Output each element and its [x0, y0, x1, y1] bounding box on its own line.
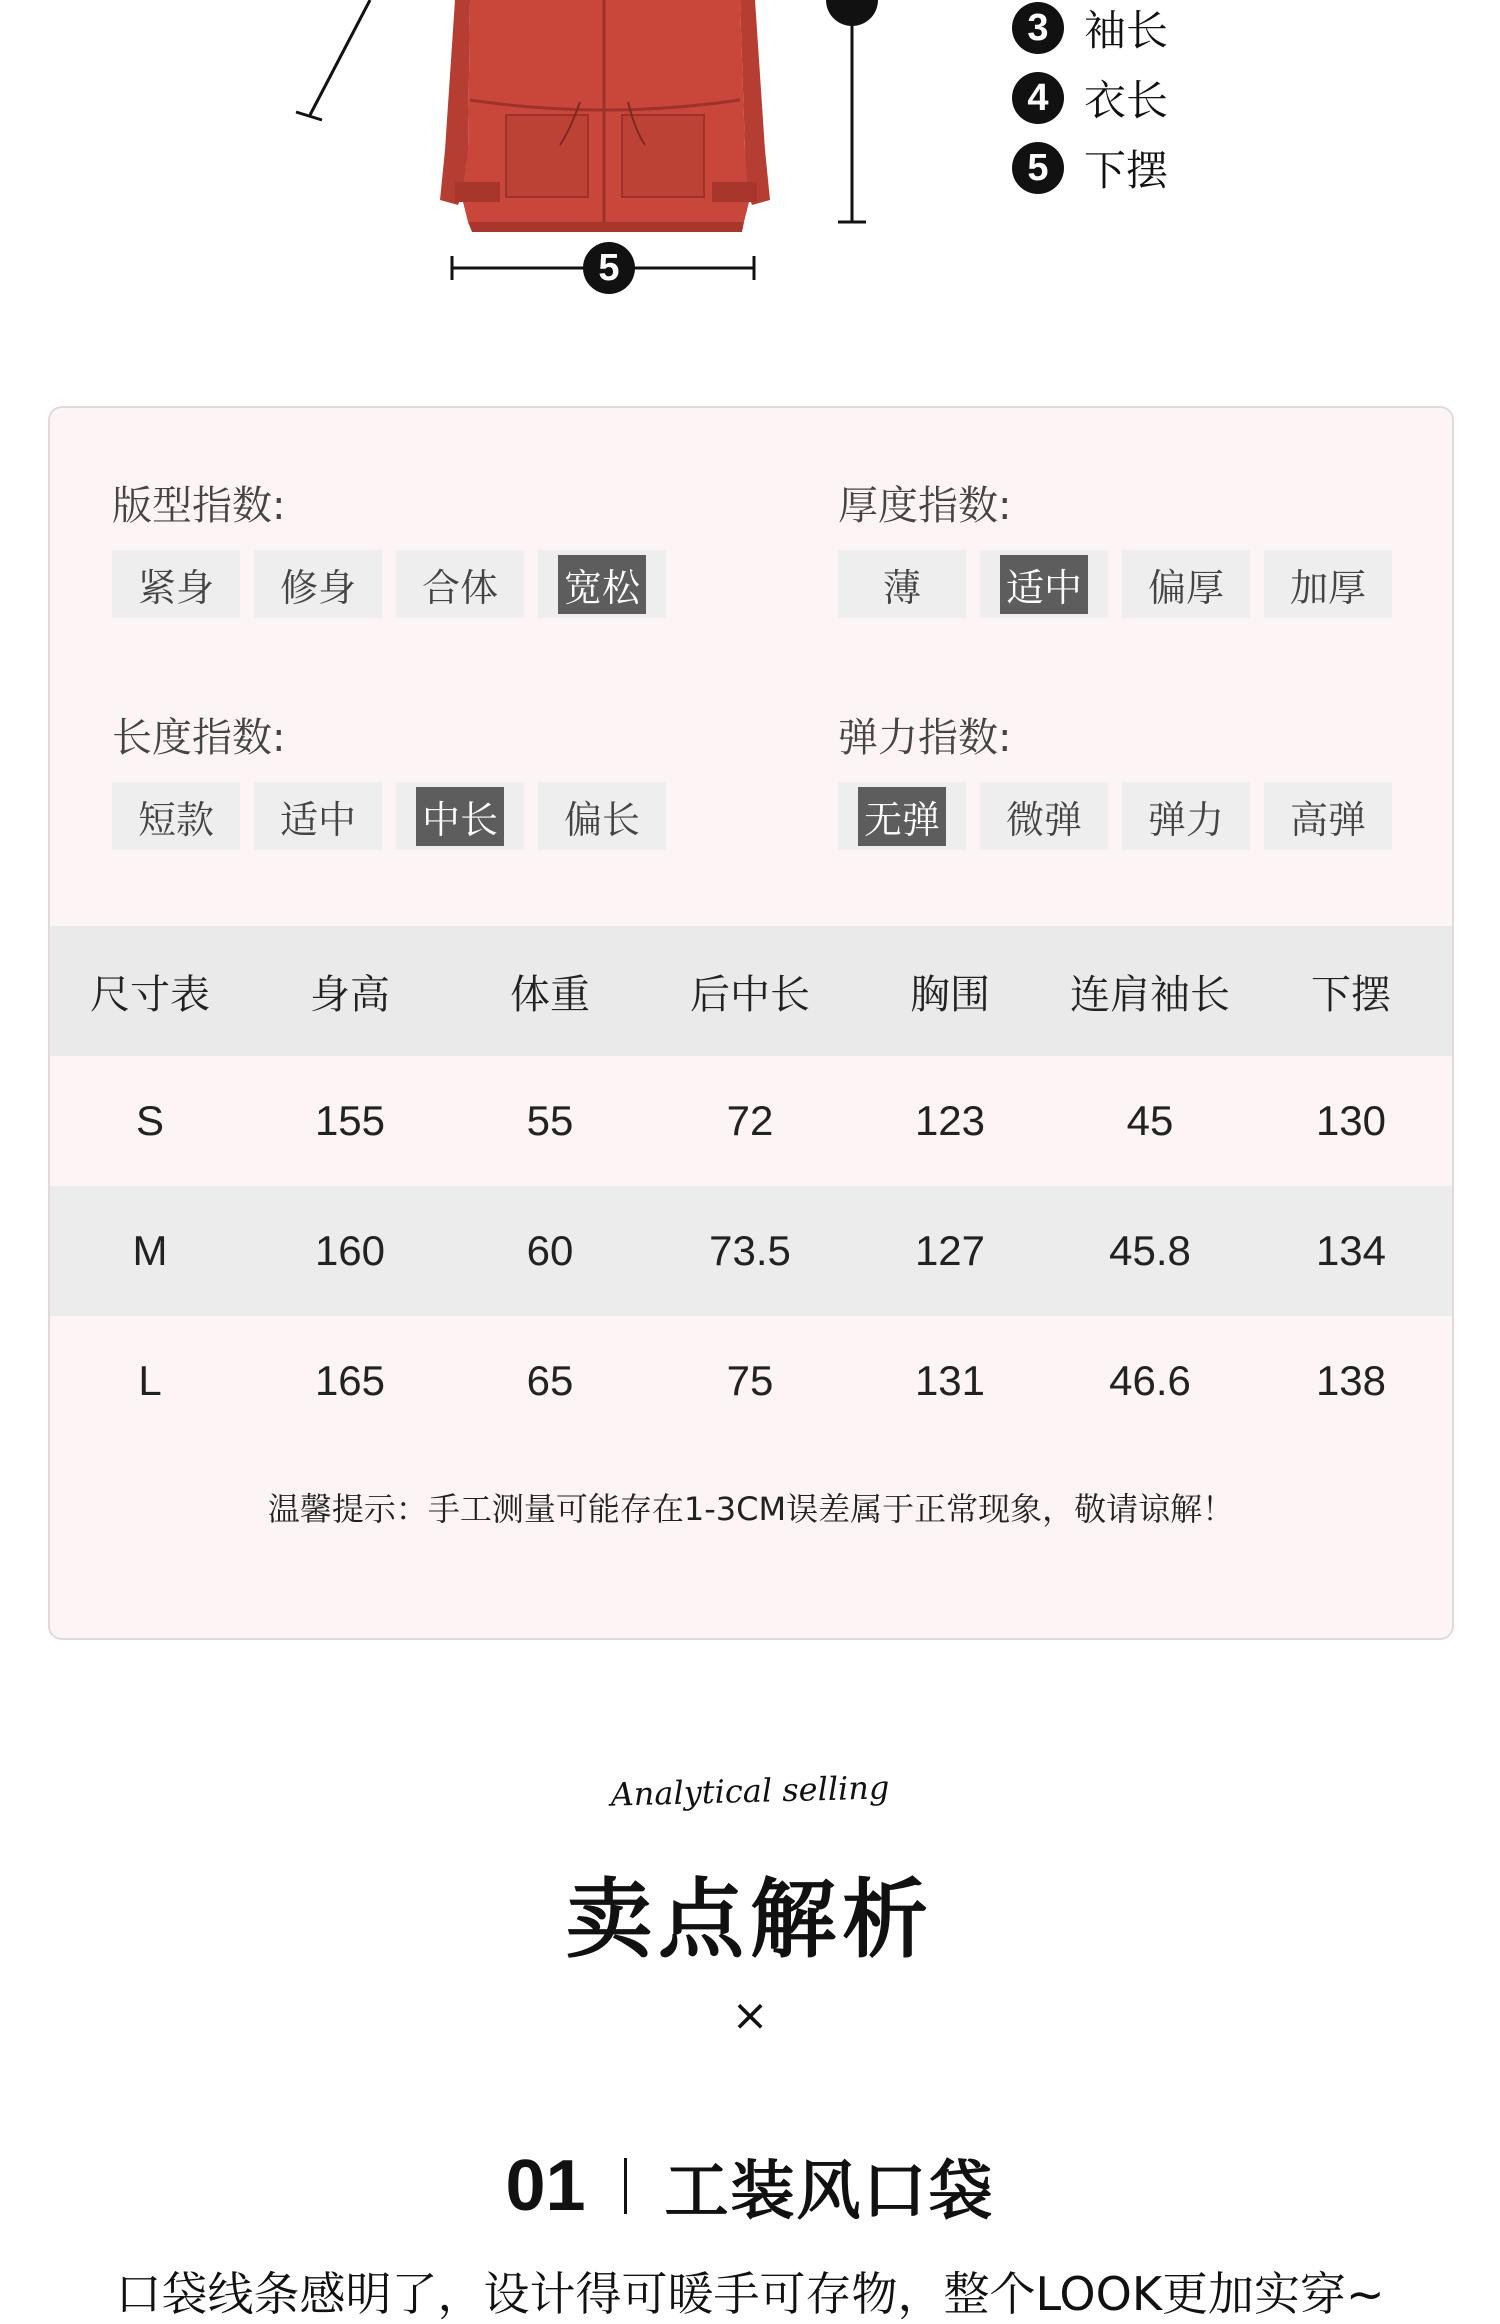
measurement-diagram	[0, 0, 1500, 320]
table-cell: 72	[726, 1097, 774, 1144]
index-title: 版型指数:	[112, 483, 286, 529]
table-cell: S	[135, 1097, 164, 1144]
legend-item-sleeve	[1012, 0, 1168, 58]
table-cell: 46.6	[1109, 1357, 1191, 1404]
option-label: 无弹	[858, 787, 946, 846]
table-cell: 73.5	[709, 1227, 791, 1274]
table-cell: 134	[1315, 1227, 1387, 1274]
option-label: 偏厚	[1147, 565, 1224, 610]
table-cell: 138	[1315, 1357, 1387, 1404]
table-header-row	[50, 926, 1452, 1056]
length-options	[112, 782, 666, 850]
index-title: 厚度指数:	[838, 483, 1012, 529]
section-subtitle-en: Analytical selling	[610, 1768, 890, 1814]
option-label: 偏长	[563, 797, 640, 842]
elasticity-option	[1264, 782, 1392, 850]
feature-number: 01	[505, 2146, 586, 2226]
table-cell: M	[132, 1227, 168, 1274]
section-title: 卖点解析	[566, 1870, 934, 1970]
legend-number: 3	[1012, 2, 1064, 54]
option-label: 中长	[416, 787, 504, 846]
table-row	[50, 1316, 1452, 1446]
table-cell: 123	[914, 1097, 986, 1144]
sleeve-length-line	[310, 0, 370, 115]
legend-label: 袖长	[1084, 6, 1169, 55]
legend-item-hem	[1012, 138, 1168, 198]
table-cell: 131	[914, 1357, 986, 1404]
legend-label: 衣长	[1084, 76, 1169, 125]
table-cell: 130	[1315, 1097, 1387, 1144]
feature-heading	[0, 2140, 1500, 2232]
index-title: 长度指数:	[112, 715, 286, 761]
option-label: 适中	[279, 797, 356, 842]
elasticity-option-selected	[838, 782, 966, 850]
cross-mark: ×	[731, 1990, 769, 2041]
feature-title: 工装风口袋	[664, 2155, 995, 2229]
thickness-options	[838, 550, 1392, 618]
fit-option	[254, 550, 382, 618]
length-option	[112, 782, 240, 850]
fit-options	[112, 550, 666, 618]
option-label: 合体	[421, 565, 498, 610]
legend-number: 5	[1012, 142, 1064, 194]
coat-illustration	[0, 0, 1500, 320]
length-marker	[826, 0, 878, 26]
length-option	[538, 782, 666, 850]
fit-option	[112, 550, 240, 618]
table-cell: 165	[314, 1357, 386, 1404]
legend-item-length	[1012, 68, 1168, 128]
measurement-tip: 温馨提示：手工测量可能存在1-3CM误差属于正常现象，敬请谅解！	[267, 1490, 1235, 1528]
option-label: 短款	[137, 797, 214, 842]
thickness-option	[838, 550, 966, 618]
table-header-cell: 连肩袖长	[1070, 971, 1230, 1018]
fit-option-selected	[538, 550, 666, 618]
table-cell: 60	[526, 1227, 574, 1274]
thickness-option-selected	[980, 550, 1108, 618]
fit-option	[396, 550, 524, 618]
option-label: 修身	[279, 565, 356, 610]
option-label: 紧身	[137, 565, 214, 610]
legend-number: 4	[1012, 72, 1064, 124]
table-cell: 75	[726, 1357, 774, 1404]
size-table	[50, 926, 1452, 1446]
option-label: 薄	[882, 565, 921, 610]
table-header-cell: 下摆	[1311, 971, 1391, 1018]
feature-divider	[624, 2158, 627, 2214]
option-label: 微弹	[1005, 797, 1082, 842]
legend-label: 下摆	[1084, 146, 1169, 195]
option-label: 高弹	[1289, 797, 1366, 842]
table-cell: 155	[314, 1097, 386, 1144]
table-cell: 45.8	[1109, 1227, 1191, 1274]
length-option-selected	[396, 782, 524, 850]
table-cell: 55	[526, 1097, 574, 1144]
hem-marker: 5	[583, 242, 635, 294]
table-cell: 45	[1126, 1097, 1174, 1144]
option-label: 弹力	[1147, 797, 1224, 842]
size-info-panel	[48, 406, 1454, 1640]
coat-image	[440, 0, 770, 232]
option-label: 宽松	[558, 555, 646, 614]
table-header-cell: 胸围	[910, 971, 990, 1018]
elasticity-option	[1122, 782, 1250, 850]
table-header-cell: 体重	[510, 971, 590, 1018]
table-header-cell: 后中长	[690, 971, 810, 1018]
index-title: 弹力指数:	[838, 715, 1012, 761]
thickness-option	[1122, 550, 1250, 618]
table-header-cell: 尺寸表	[90, 971, 210, 1018]
table-cell: L	[138, 1357, 162, 1404]
table-row	[50, 1056, 1452, 1186]
table-cell: 65	[526, 1357, 574, 1404]
option-label: 加厚	[1289, 565, 1366, 610]
length-option	[254, 782, 382, 850]
table-cell: 127	[914, 1227, 986, 1274]
thickness-option	[1264, 550, 1392, 618]
table-row	[50, 1186, 1452, 1316]
elasticity-options	[838, 782, 1392, 850]
table-header-cell: 身高	[310, 971, 390, 1018]
elasticity-option	[980, 782, 1108, 850]
feature-description: 口袋线条感明了，设计得可暖手可存物，整个LOOK更加实穿~	[115, 2267, 1385, 2321]
option-label: 适中	[1000, 555, 1088, 614]
table-cell: 160	[314, 1227, 386, 1274]
